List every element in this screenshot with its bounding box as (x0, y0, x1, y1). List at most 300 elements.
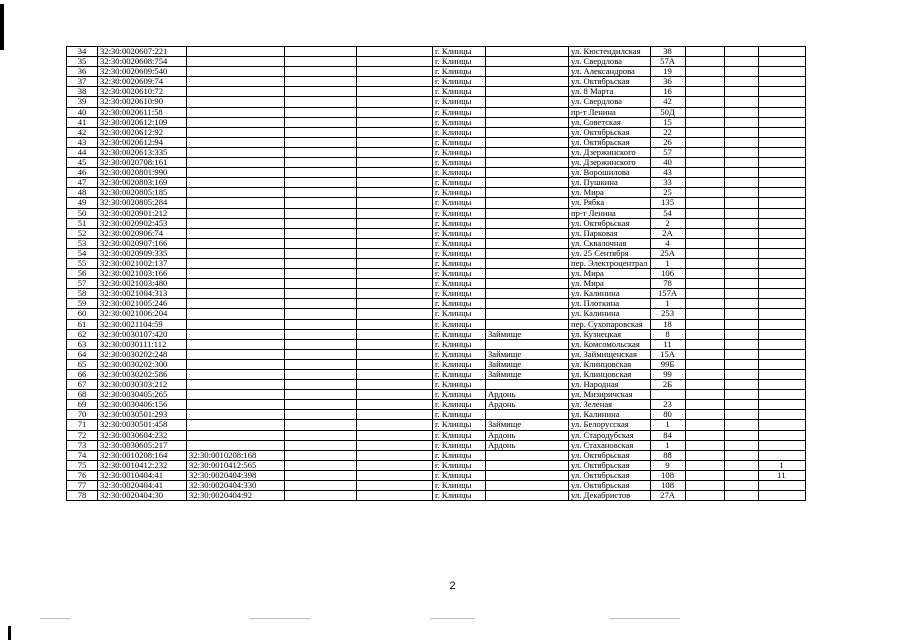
cell-empty (285, 238, 357, 248)
cell-extra (758, 228, 805, 238)
cell-cadastral-number-2 (187, 47, 285, 57)
table-row (67, 127, 806, 137)
cell-row-number: 37 (67, 77, 98, 87)
cell-empty (724, 178, 758, 188)
cell-settlement: г. Клинцы (433, 440, 486, 450)
cell-locality: Займище (486, 420, 569, 430)
cell-empty (685, 258, 724, 268)
table-row (67, 228, 806, 238)
cell-locality (486, 127, 569, 137)
cell-empty (285, 481, 357, 491)
cell-empty (724, 158, 758, 168)
table-row (67, 238, 806, 248)
scan-noise (430, 618, 475, 619)
cell-empty (285, 279, 357, 289)
cell-empty (285, 309, 357, 319)
cell-empty (357, 491, 433, 501)
cell-house: 99 (650, 370, 685, 380)
table-row (67, 47, 806, 57)
cell-house (650, 390, 685, 400)
cell-house: 26 (650, 137, 685, 147)
cell-house: 2Б (650, 380, 685, 390)
cell-settlement: г. Клинцы (433, 77, 486, 87)
cell-extra (758, 349, 805, 359)
cell-cadastral-number-2 (187, 299, 285, 309)
cell-settlement: г. Клинцы (433, 339, 486, 349)
cell-empty (285, 147, 357, 157)
cell-empty (724, 430, 758, 440)
cell-locality: Займище (486, 349, 569, 359)
cell-empty (685, 420, 724, 430)
cell-street: ул. Октябрьская (569, 450, 651, 460)
table-row (67, 440, 806, 450)
cell-empty (285, 77, 357, 87)
table-row (67, 67, 806, 77)
cell-empty (724, 248, 758, 258)
cell-cadastral-number: 32:30:0020907:166 (98, 238, 187, 248)
cell-empty (685, 57, 724, 67)
cell-locality (486, 77, 569, 87)
cell-locality (486, 238, 569, 248)
cell-cadastral-number-2: 32:30:0010208:168 (187, 450, 285, 460)
cell-empty (685, 248, 724, 258)
cell-cadastral-number-2 (187, 289, 285, 299)
table-row (67, 410, 806, 420)
cell-row-number: 40 (67, 107, 98, 117)
table-row (67, 198, 806, 208)
cell-locality (486, 269, 569, 279)
cell-empty (685, 289, 724, 299)
cell-row-number: 65 (67, 359, 98, 369)
cell-empty (685, 430, 724, 440)
cell-settlement: г. Клинцы (433, 450, 486, 460)
cell-cadastral-number-2 (187, 339, 285, 349)
cell-extra (758, 87, 805, 97)
cell-locality: Займище (486, 359, 569, 369)
cell-empty (357, 370, 433, 380)
cell-empty (685, 107, 724, 117)
cell-extra (758, 390, 805, 400)
cell-cadastral-number: 32:30:0020805:185 (98, 188, 187, 198)
cell-locality (486, 289, 569, 299)
cell-settlement: г. Клинцы (433, 309, 486, 319)
cell-street: пер. Сухопаровская (569, 319, 651, 329)
cell-empty (724, 218, 758, 228)
table-row (67, 349, 806, 359)
cell-street: ул. Октябрьская (569, 127, 651, 137)
cell-cadastral-number: 32:30:0020607:221 (98, 47, 187, 57)
cell-extra: 11 (758, 470, 805, 480)
cell-extra (758, 147, 805, 157)
cell-cadastral-number-2 (187, 359, 285, 369)
cell-empty (685, 339, 724, 349)
cell-empty (357, 420, 433, 430)
cell-house: 40 (650, 158, 685, 168)
cell-empty (724, 390, 758, 400)
cell-empty (724, 228, 758, 238)
cell-empty (685, 137, 724, 147)
cell-cadastral-number: 32:30:0020609:540 (98, 67, 187, 77)
cell-settlement: г. Клинцы (433, 107, 486, 117)
cell-street: ул. Октябрьская (569, 77, 651, 87)
cell-settlement: г. Клинцы (433, 299, 486, 309)
cell-cadastral-number: 32:30:0020404:30 (98, 491, 187, 501)
cell-house: 9 (650, 460, 685, 470)
cell-cadastral-number-2 (187, 329, 285, 339)
cell-empty (285, 420, 357, 430)
cell-street: ул. Кюстендилская (569, 47, 651, 57)
cell-extra (758, 299, 805, 309)
table-row (67, 248, 806, 258)
cell-cadastral-number: 32:30:0020906:74 (98, 228, 187, 238)
cell-extra (758, 258, 805, 268)
cell-locality: Ардонь (486, 430, 569, 440)
table-row (67, 481, 806, 491)
cell-row-number: 55 (67, 258, 98, 268)
cell-street: ул. Октябрьская (569, 218, 651, 228)
cell-row-number: 57 (67, 279, 98, 289)
cell-empty (285, 339, 357, 349)
table-row (67, 279, 806, 289)
cell-cadastral-number-2 (187, 168, 285, 178)
cell-cadastral-number-2 (187, 188, 285, 198)
cell-locality (486, 218, 569, 228)
cell-empty (724, 359, 758, 369)
cell-empty (724, 57, 758, 67)
page-number: 2 (449, 580, 456, 592)
cell-locality (486, 57, 569, 67)
cell-cadastral-number-2 (187, 279, 285, 289)
cell-empty (285, 450, 357, 460)
cell-row-number: 42 (67, 127, 98, 137)
cell-empty (724, 299, 758, 309)
cell-street: ул. Мира (569, 269, 651, 279)
scan-noise (610, 618, 680, 619)
cell-cadastral-number-2 (187, 147, 285, 157)
cell-empty (357, 137, 433, 147)
cell-cadastral-number: 32:30:0020612:94 (98, 137, 187, 147)
cell-street: ул. Дзержинского (569, 158, 651, 168)
cell-extra (758, 420, 805, 430)
cell-empty (285, 137, 357, 147)
cell-empty (357, 258, 433, 268)
cell-empty (685, 147, 724, 157)
cell-empty (357, 248, 433, 258)
cell-empty (685, 158, 724, 168)
cell-empty (685, 450, 724, 460)
cell-row-number: 43 (67, 137, 98, 147)
cell-empty (685, 117, 724, 127)
table-row (67, 147, 806, 157)
cell-street: ул. Декабристов (569, 491, 651, 501)
cell-house: 2 (650, 218, 685, 228)
table-row (67, 87, 806, 97)
table-row (67, 339, 806, 349)
cell-house: 57А (650, 57, 685, 67)
cell-extra (758, 198, 805, 208)
cell-extra (758, 238, 805, 248)
cell-empty (685, 491, 724, 501)
cell-extra (758, 481, 805, 491)
table-row (67, 319, 806, 329)
cell-cadastral-number-2: 32:30:0020404:330 (187, 481, 285, 491)
cell-settlement: г. Клинцы (433, 481, 486, 491)
table-row (67, 491, 806, 501)
cell-cadastral-number: 32:30:0030303:212 (98, 380, 187, 390)
cell-street: ул. Свердлова (569, 57, 651, 67)
cell-cadastral-number: 32:30:0030107:420 (98, 329, 187, 339)
cell-cadastral-number: 32:30:0020610:90 (98, 97, 187, 107)
cell-empty (685, 238, 724, 248)
cell-row-number: 74 (67, 450, 98, 460)
cell-locality (486, 67, 569, 77)
cell-cadastral-number-2 (187, 370, 285, 380)
cell-settlement: г. Клинцы (433, 430, 486, 440)
cell-empty (285, 168, 357, 178)
cell-street: ул. Свердлова (569, 97, 651, 107)
cell-settlement: г. Клинцы (433, 168, 486, 178)
cell-cadastral-number-2 (187, 137, 285, 147)
cell-empty (724, 481, 758, 491)
cell-empty (685, 198, 724, 208)
cell-house: 99Б (650, 359, 685, 369)
cell-cadastral-number: 32:30:0030202:300 (98, 359, 187, 369)
cell-row-number: 75 (67, 460, 98, 470)
cell-empty (357, 57, 433, 67)
cell-empty (685, 87, 724, 97)
cell-house: 54 (650, 208, 685, 218)
cell-cadastral-number: 32:30:0020612:109 (98, 117, 187, 127)
cell-cadastral-number-2 (187, 218, 285, 228)
cell-empty (285, 87, 357, 97)
cell-cadastral-number-2 (187, 97, 285, 107)
cell-house: 27А (650, 491, 685, 501)
cell-empty (285, 440, 357, 450)
cell-settlement: г. Клинцы (433, 380, 486, 390)
table-row (67, 77, 806, 87)
cell-street: ул. Стахановская (569, 440, 651, 450)
cell-empty (357, 158, 433, 168)
cell-row-number: 34 (67, 47, 98, 57)
cell-locality (486, 450, 569, 460)
cell-settlement: г. Клинцы (433, 198, 486, 208)
cell-house: 19 (650, 67, 685, 77)
cell-empty (685, 218, 724, 228)
cell-extra (758, 127, 805, 137)
cell-street: ул. Дзержинского (569, 147, 651, 157)
cell-extra (758, 339, 805, 349)
cell-settlement: г. Клинцы (433, 137, 486, 147)
scan-noise (250, 618, 310, 619)
cell-extra (758, 329, 805, 339)
cell-cadastral-number: 32:30:0030406:156 (98, 400, 187, 410)
cell-locality (486, 168, 569, 178)
cell-cadastral-number-2 (187, 319, 285, 329)
cell-locality: Ардонь (486, 400, 569, 410)
cell-street: ул. Парковая (569, 228, 651, 238)
cell-extra (758, 168, 805, 178)
cell-row-number: 36 (67, 67, 98, 77)
cell-house: 1 (650, 299, 685, 309)
cell-street: ул. Зеленая (569, 400, 651, 410)
cell-locality (486, 491, 569, 501)
cell-row-number: 68 (67, 390, 98, 400)
cell-empty (724, 349, 758, 359)
cell-extra (758, 370, 805, 380)
cell-house: 1 (650, 440, 685, 450)
cell-cadastral-number-2 (187, 309, 285, 319)
cell-settlement: г. Клинцы (433, 158, 486, 168)
cell-cadastral-number-2: 32:30:0020404:398 (187, 470, 285, 480)
cell-empty (724, 309, 758, 319)
cell-empty (357, 77, 433, 87)
cell-empty (685, 359, 724, 369)
cell-empty (685, 481, 724, 491)
cell-empty (285, 248, 357, 258)
cell-cadastral-number: 32:30:0021006:204 (98, 309, 187, 319)
cell-row-number: 77 (67, 481, 98, 491)
cell-extra (758, 158, 805, 168)
cell-empty (685, 470, 724, 480)
cell-cadastral-number: 32:30:0020613:335 (98, 147, 187, 157)
cell-cadastral-number: 32:30:0020612:92 (98, 127, 187, 137)
table-row (67, 97, 806, 107)
scan-noise (40, 618, 70, 619)
cell-empty (357, 400, 433, 410)
cell-row-number: 61 (67, 319, 98, 329)
cell-house: 22 (650, 127, 685, 137)
cell-empty (724, 47, 758, 57)
cell-cadastral-number: 32:30:0030405:265 (98, 390, 187, 400)
cell-house: 1 (650, 420, 685, 430)
cell-row-number: 35 (67, 57, 98, 67)
cell-empty (357, 319, 433, 329)
cell-house: 43 (650, 168, 685, 178)
cell-house: 108 (650, 481, 685, 491)
cell-settlement: г. Клинцы (433, 188, 486, 198)
cell-settlement: г. Клинцы (433, 117, 486, 127)
cell-empty (357, 147, 433, 157)
cell-house: 80 (650, 410, 685, 420)
table-row (67, 400, 806, 410)
cell-cadastral-number: 32:30:0020803:169 (98, 178, 187, 188)
cell-empty (357, 117, 433, 127)
cell-settlement: г. Клинцы (433, 228, 486, 238)
cell-empty (285, 57, 357, 67)
cell-settlement: г. Клинцы (433, 57, 486, 67)
cell-house: 38 (650, 47, 685, 57)
cell-settlement: г. Клинцы (433, 208, 486, 218)
cell-street: ул. Комсомольская (569, 339, 651, 349)
cell-extra (758, 47, 805, 57)
cell-empty (685, 410, 724, 420)
cell-empty (285, 107, 357, 117)
cell-settlement: г. Клинцы (433, 248, 486, 258)
cell-empty (685, 269, 724, 279)
cell-house: 108 (650, 470, 685, 480)
cell-empty (285, 329, 357, 339)
cell-street: ул. Белорусская (569, 420, 651, 430)
cell-empty (724, 258, 758, 268)
table-row (67, 420, 806, 430)
cell-empty (357, 107, 433, 117)
cell-settlement: г. Клинцы (433, 491, 486, 501)
table-row (67, 329, 806, 339)
cell-row-number: 66 (67, 370, 98, 380)
cell-empty (285, 208, 357, 218)
cell-cadastral-number: 32:30:0030202:586 (98, 370, 187, 380)
cell-empty (285, 198, 357, 208)
cell-settlement: г. Клинцы (433, 460, 486, 470)
cell-street: пер. Электроцентрал (569, 258, 651, 268)
cell-row-number: 67 (67, 380, 98, 390)
cell-row-number: 41 (67, 117, 98, 127)
cell-empty (685, 400, 724, 410)
cell-empty (285, 188, 357, 198)
table-row (67, 137, 806, 147)
cell-empty (685, 47, 724, 57)
cell-empty (724, 117, 758, 127)
cell-row-number: 47 (67, 178, 98, 188)
cell-settlement: г. Клинцы (433, 319, 486, 329)
cell-street: ул. Кузнецкая (569, 329, 651, 339)
cell-locality: Ардонь (486, 440, 569, 450)
cell-empty (285, 359, 357, 369)
cell-row-number: 76 (67, 470, 98, 480)
registry-table (66, 46, 806, 501)
cell-extra (758, 137, 805, 147)
cell-cadastral-number-2 (187, 228, 285, 238)
cell-empty (285, 258, 357, 268)
cell-extra (758, 248, 805, 258)
cell-extra (758, 97, 805, 107)
cell-empty (685, 168, 724, 178)
cell-cadastral-number: 32:30:0020610:72 (98, 87, 187, 97)
cell-street: ул. Октябрьская (569, 470, 651, 480)
cell-empty (285, 460, 357, 470)
cell-street: ул. Калинина (569, 410, 651, 420)
cell-cadastral-number: 32:30:0020902:453 (98, 218, 187, 228)
cell-empty (724, 339, 758, 349)
table-row (67, 188, 806, 198)
cell-empty (724, 460, 758, 470)
cell-locality (486, 117, 569, 127)
cell-empty (724, 380, 758, 390)
cell-row-number: 62 (67, 329, 98, 339)
cell-cadastral-number-2 (187, 248, 285, 258)
cell-cadastral-number: 32:30:0021003:480 (98, 279, 187, 289)
table-row (67, 117, 806, 127)
cell-locality (486, 380, 569, 390)
cell-empty (357, 299, 433, 309)
cell-empty (357, 208, 433, 218)
table-row (67, 178, 806, 188)
cell-street: пр-т Ленина (569, 208, 651, 218)
cell-locality (486, 47, 569, 57)
cell-empty (285, 370, 357, 380)
cell-empty (357, 289, 433, 299)
cell-street: ул. 25 Сентября (569, 248, 651, 258)
scan-edge-mark (8, 626, 11, 640)
cell-extra (758, 269, 805, 279)
cell-street: ул. Александрова (569, 67, 651, 77)
cell-empty (285, 178, 357, 188)
table-row (67, 460, 806, 470)
cell-empty (357, 460, 433, 470)
cell-empty (285, 349, 357, 359)
cell-locality (486, 97, 569, 107)
cell-street: ул. Калинина (569, 309, 651, 319)
